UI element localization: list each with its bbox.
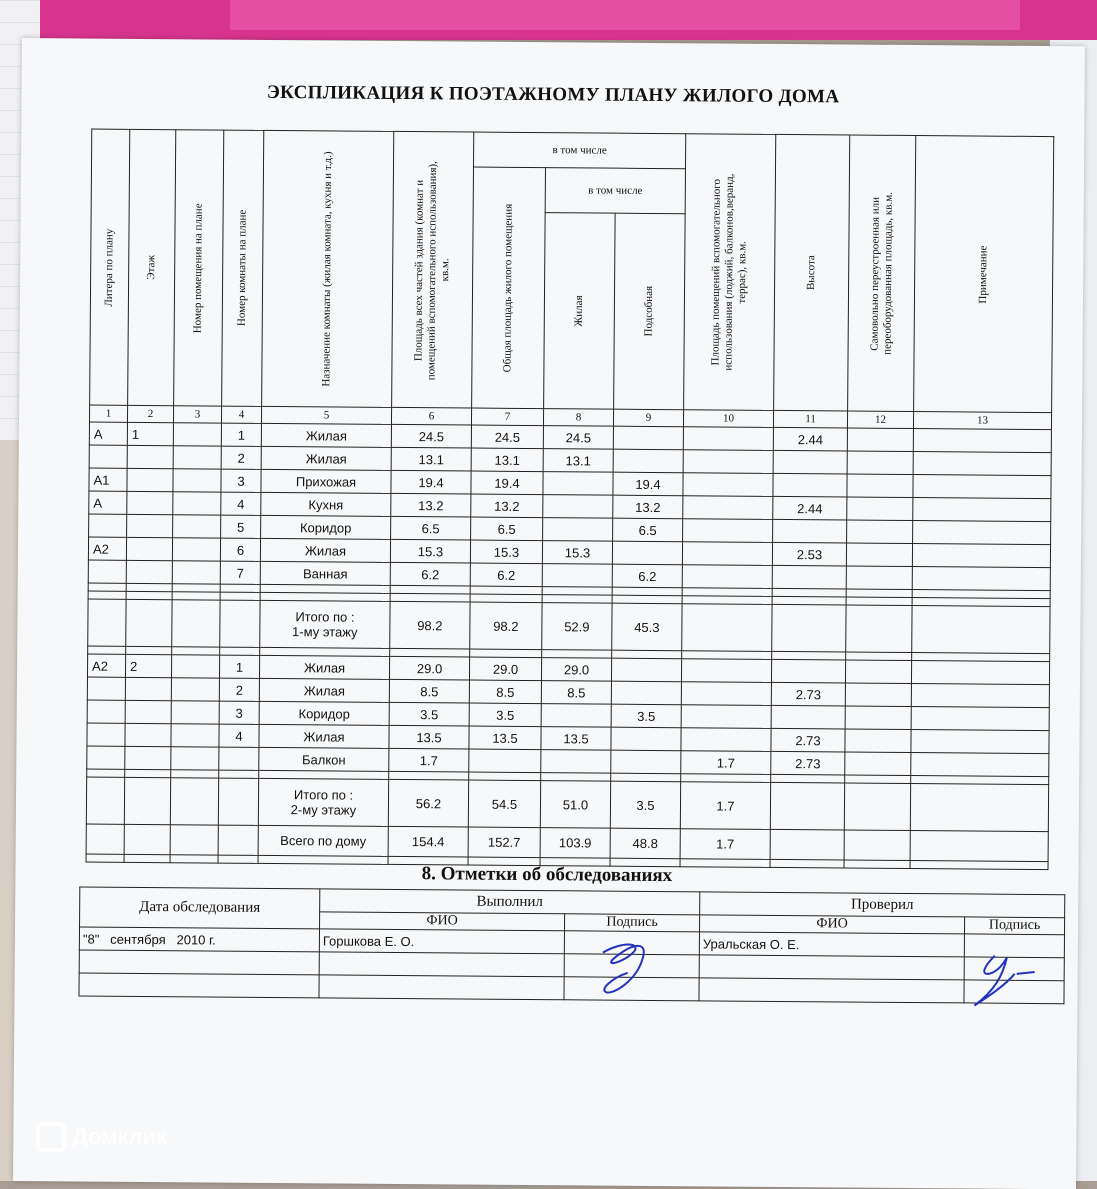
cell-empty: [846, 566, 912, 590]
checker-fio-header: ФИО: [700, 915, 965, 934]
cell-empty: [845, 752, 911, 776]
cell-floor: [127, 445, 173, 468]
subtotal-aux: 3.5: [610, 781, 680, 829]
cell-empty: [913, 521, 1051, 545]
cell-prem: [171, 678, 219, 701]
cell-aux2: [681, 659, 771, 683]
cell-lit: [89, 514, 127, 537]
grand-aux: 48.8: [610, 828, 680, 859]
inspection-date: "8" сентября 2010 г.: [79, 927, 319, 952]
grand-aux-area: 1.7: [680, 829, 770, 860]
cell-empty: [913, 452, 1051, 476]
watermark-text: Домклик: [72, 1124, 168, 1149]
cell-aux2: [683, 519, 773, 543]
background-pink-fabric-2: [230, 0, 1020, 30]
checked-header: Проверил: [700, 892, 1065, 918]
cell-room: 2: [219, 678, 259, 701]
cell-empty: [845, 729, 911, 753]
domclick-watermark: [36, 1122, 167, 1152]
cell-total: 19.4: [391, 470, 471, 494]
grand-total: 154.4: [388, 826, 468, 857]
cell-height: 2.53: [772, 542, 846, 566]
cell-aux: 6.2: [612, 564, 682, 588]
cell-floor: [127, 468, 173, 491]
cell-aux: 6.5: [613, 518, 683, 542]
cell-floor: 2: [125, 654, 171, 677]
subtotal-living: 51.0: [540, 781, 610, 829]
cell-floor: [125, 723, 171, 746]
cell-empty: [913, 475, 1051, 499]
cell-prem: [171, 747, 219, 770]
cell-lit: [87, 723, 125, 746]
col-number: 13: [913, 412, 1051, 430]
cell-empty: [845, 660, 911, 684]
header-note: Примечание: [914, 136, 1054, 413]
checker-signature-mark: [964, 945, 1045, 1016]
cell-room: 3: [221, 469, 261, 492]
performer-signature-mark: [592, 923, 673, 1004]
cell-common: 8.5: [469, 680, 541, 704]
performer-signature-header: Подпись: [565, 914, 700, 932]
cell-empty: [911, 661, 1049, 685]
cell-prem: [171, 655, 219, 678]
cell-room: 4: [219, 724, 259, 747]
cell-name: Жилая: [260, 538, 390, 562]
cell-total: 3.5: [389, 702, 469, 726]
col-number: 7: [471, 408, 543, 426]
col-number: 11: [773, 410, 847, 428]
explication-table: [86, 129, 1055, 871]
cell-name: Жилая: [259, 678, 389, 702]
cell-empty: [912, 544, 1050, 568]
performer-fio-header: ФИО: [320, 912, 565, 931]
cell-living: 13.1: [543, 449, 613, 473]
subtotal-label: Итого по : 2-му этажу: [258, 778, 388, 826]
subtotal-common: 98.2: [470, 602, 542, 650]
cell-name: Жилая: [259, 655, 389, 679]
cell-living: 29.0: [541, 658, 611, 682]
cell-lit: A2: [87, 654, 125, 677]
cell-aux: 13.2: [613, 495, 683, 519]
cell-empty: [911, 730, 1049, 754]
performed-header: Выполнил: [320, 889, 700, 915]
cell-aux: [611, 750, 681, 774]
cell-room: 4: [221, 492, 261, 515]
col-number: 2: [127, 405, 173, 422]
col-number: 1: [89, 405, 127, 422]
cell-lit: [87, 677, 125, 700]
cell-total: 24.5: [391, 424, 471, 448]
cell-room: 2: [221, 446, 261, 469]
cell-living: [543, 518, 613, 542]
col-number: 12: [847, 411, 913, 429]
cell-common: 13.2: [471, 494, 543, 518]
cell-empty: [846, 543, 912, 567]
cell-empty: [911, 753, 1049, 777]
cell-empty: [847, 428, 913, 452]
cell-total: 1.7: [389, 748, 469, 772]
subtotal-floor-1-row: [88, 599, 1050, 654]
cell-lit: [89, 445, 127, 468]
cell-floor: [126, 537, 172, 560]
grand-living: 103.9: [540, 828, 610, 859]
cell-lit: [87, 700, 125, 723]
cell-floor: [125, 700, 171, 723]
cell-aux2: [683, 473, 773, 497]
cell-empty: [847, 451, 913, 475]
cell-aux2: 1.7: [681, 751, 771, 775]
cell-height: 2.44: [773, 427, 847, 451]
cell-height: [773, 450, 847, 474]
cell-aux: 19.4: [613, 472, 683, 496]
cell-name: Балкон: [259, 747, 389, 771]
cell-common: 6.5: [471, 517, 543, 541]
cell-common: 13.1: [471, 448, 543, 472]
checker-signature-header: Подпись: [965, 917, 1065, 935]
cell-height: [771, 705, 845, 729]
cell-aux: [612, 541, 682, 565]
cell-floor: [125, 746, 171, 769]
cell-living: [541, 704, 611, 728]
cell-height: [773, 473, 847, 497]
header-incl-2: в том числе: [545, 168, 685, 214]
subtotal-living: 52.9: [542, 603, 612, 651]
cell-total: 13.5: [389, 725, 469, 749]
cell-empty: [911, 707, 1049, 731]
subtotal-floor-2-row: [86, 777, 1048, 832]
cell-room: 1: [221, 423, 261, 446]
cell-living: 24.5: [543, 426, 613, 450]
cell-lit: [88, 560, 126, 583]
cell-living: [542, 564, 612, 588]
cell-empty: [913, 429, 1051, 453]
cell-living: [541, 750, 611, 774]
cell-room: 5: [221, 515, 261, 538]
document-title: ЭКСПЛИКАЦИЯ К ПОЭТАЖНОМУ ПЛАНУ ЖИЛОГО ДОМА: [266, 81, 840, 108]
cell-aux2: [681, 682, 771, 706]
cell-prem: [172, 538, 220, 561]
cell-common: 19.4: [471, 471, 543, 495]
cell-empty: [847, 520, 913, 544]
cell-total: 8.5: [389, 679, 469, 703]
cell-common: 13.5: [469, 726, 541, 750]
header-room-no: Номер комнаты на плане: [222, 130, 264, 406]
cell-room: 1: [219, 655, 259, 678]
cell-name: Жилая: [261, 446, 391, 470]
cell-lit: A: [89, 491, 127, 514]
cell-living: [543, 495, 613, 519]
cell-aux2: [682, 565, 772, 589]
header-living: Жилая: [544, 213, 616, 409]
header-total-area: Площадь всех частей здания (комнат и помещений вспомогательного использования), кв.м.: [392, 131, 474, 408]
cell-total: 6.5: [391, 516, 471, 540]
checker-name: Уральская О. Е.: [699, 932, 964, 957]
header-premise-no: Номер помещения на плане: [174, 130, 224, 406]
cell-total: 6.2: [390, 562, 470, 586]
cell-aux2: [681, 728, 771, 752]
header-litera: Литера по плану: [90, 129, 130, 405]
cell-floor: [127, 491, 173, 514]
performer-name: Горшкова Е. О.: [319, 929, 564, 954]
cell-prem: [173, 492, 221, 515]
cell-lit: A1: [89, 468, 127, 491]
cell-empty: [912, 567, 1050, 591]
col-number: 8: [543, 409, 613, 427]
col-number: 9: [613, 409, 683, 427]
cell-height: 2.73: [771, 728, 845, 752]
cell-prem: [171, 701, 219, 724]
date-header: Дата обследования: [80, 887, 320, 929]
cell-aux2: [681, 705, 771, 729]
cell-total: 13.2: [391, 493, 471, 517]
cell-room: 3: [219, 701, 259, 724]
cell-aux: [611, 658, 681, 682]
cell-aux: [613, 449, 683, 473]
domclick-logo-icon: [36, 1122, 66, 1152]
cell-empty: [913, 498, 1051, 522]
cell-aux2: [682, 542, 772, 566]
cell-empty: [847, 497, 913, 521]
cell-living: 15.3: [542, 541, 612, 565]
cell-room: 7: [220, 561, 260, 584]
cell-aux: [611, 727, 681, 751]
col-number: 3: [173, 406, 221, 423]
cell-living: 13.5: [541, 727, 611, 751]
subtotal-total: 98.2: [390, 601, 470, 649]
col-number: 10: [683, 410, 773, 428]
cell-total: 29.0: [389, 656, 469, 680]
cell-height: 2.73: [771, 682, 845, 706]
header-incl: в том числе: [474, 132, 686, 169]
cell-room: 6: [220, 538, 260, 561]
cell-common: 29.0: [469, 657, 541, 681]
cell-empty: [847, 474, 913, 498]
cell-empty: [911, 684, 1049, 708]
cell-height: [771, 659, 845, 683]
inspection-title: 8. Отметки об обследованиях: [421, 863, 673, 887]
header-purpose: Назначение комнаты (жилая комната, кухня и т.д.): [262, 130, 394, 407]
cell-name: Коридор: [261, 515, 391, 539]
cell-prem: [172, 561, 220, 584]
cell-name: Кухня: [261, 492, 391, 516]
cell-height: [773, 519, 847, 543]
grand-common: 152.7: [468, 827, 540, 858]
cell-name: Коридор: [259, 701, 389, 725]
subtotal-common: 54.5: [468, 780, 540, 828]
cell-common: [469, 749, 541, 773]
cell-aux2: [683, 450, 773, 474]
header-height: Высота: [774, 134, 850, 411]
col-number: 5: [261, 406, 391, 424]
cell-prem: [173, 423, 221, 446]
subtotal-total: 56.2: [388, 779, 468, 827]
cell-lit: A2: [88, 537, 126, 560]
cell-common: 24.5: [471, 425, 543, 449]
cell-height: 2.73: [771, 751, 845, 775]
cell-prem: [173, 515, 221, 538]
cell-name: Прихожая: [261, 469, 391, 493]
cell-aux: [611, 681, 681, 705]
header-aux-area: Площадь помещений вспомогательного использования (лоджий, балконов,веранд, террас), кв.м.: [684, 134, 776, 411]
cell-common: 3.5: [469, 703, 541, 727]
col-number: 4: [221, 406, 261, 423]
cell-floor: [125, 677, 171, 700]
cell-prem: [173, 446, 221, 469]
cell-total: 13.1: [391, 447, 471, 471]
cell-aux2: [683, 496, 773, 520]
cell-name: Ванная: [260, 561, 390, 585]
header-unauthorized: Самовольно переустроенная или переоборудованная площадь, кв.м.: [848, 135, 916, 412]
cell-living: 8.5: [541, 681, 611, 705]
cell-name: Жилая: [261, 423, 391, 447]
cell-floor: [126, 560, 172, 583]
subtotal-aux: 45.3: [612, 603, 682, 651]
cell-height: [772, 565, 846, 589]
cell-common: 15.3: [470, 540, 542, 564]
cell-common: 6.2: [470, 563, 542, 587]
cell-prem: [171, 724, 219, 747]
header-floor: Этаж: [128, 129, 176, 405]
document-page: [13, 38, 1085, 1189]
cell-aux2: [683, 427, 773, 451]
cell-height: 2.44: [773, 496, 847, 520]
cell-aux: 3.5: [611, 704, 681, 728]
cell-empty: [845, 706, 911, 730]
cell-lit: [87, 746, 125, 769]
cell-lit: A: [89, 422, 127, 445]
cell-name: Жилая: [259, 724, 389, 748]
grand-total-label: Всего по дому: [258, 825, 388, 856]
cell-total: 15.3: [390, 539, 470, 563]
inspection-table: [78, 886, 1065, 1004]
cell-prem: [173, 469, 221, 492]
header-aux: Подсобная: [614, 214, 686, 410]
cell-floor: 1: [127, 422, 173, 445]
cell-aux: [613, 426, 683, 450]
header-living-total: Общая площадь жилого помещения: [472, 167, 546, 409]
cell-living: [543, 472, 613, 496]
subtotal-aux-area: 1.7: [680, 782, 770, 830]
subtotal-label: Итого по : 1-му этажу: [260, 600, 390, 648]
cell-room: [219, 747, 259, 770]
cell-floor: [127, 514, 173, 537]
cell-empty: [845, 683, 911, 707]
col-number: 6: [391, 407, 471, 425]
